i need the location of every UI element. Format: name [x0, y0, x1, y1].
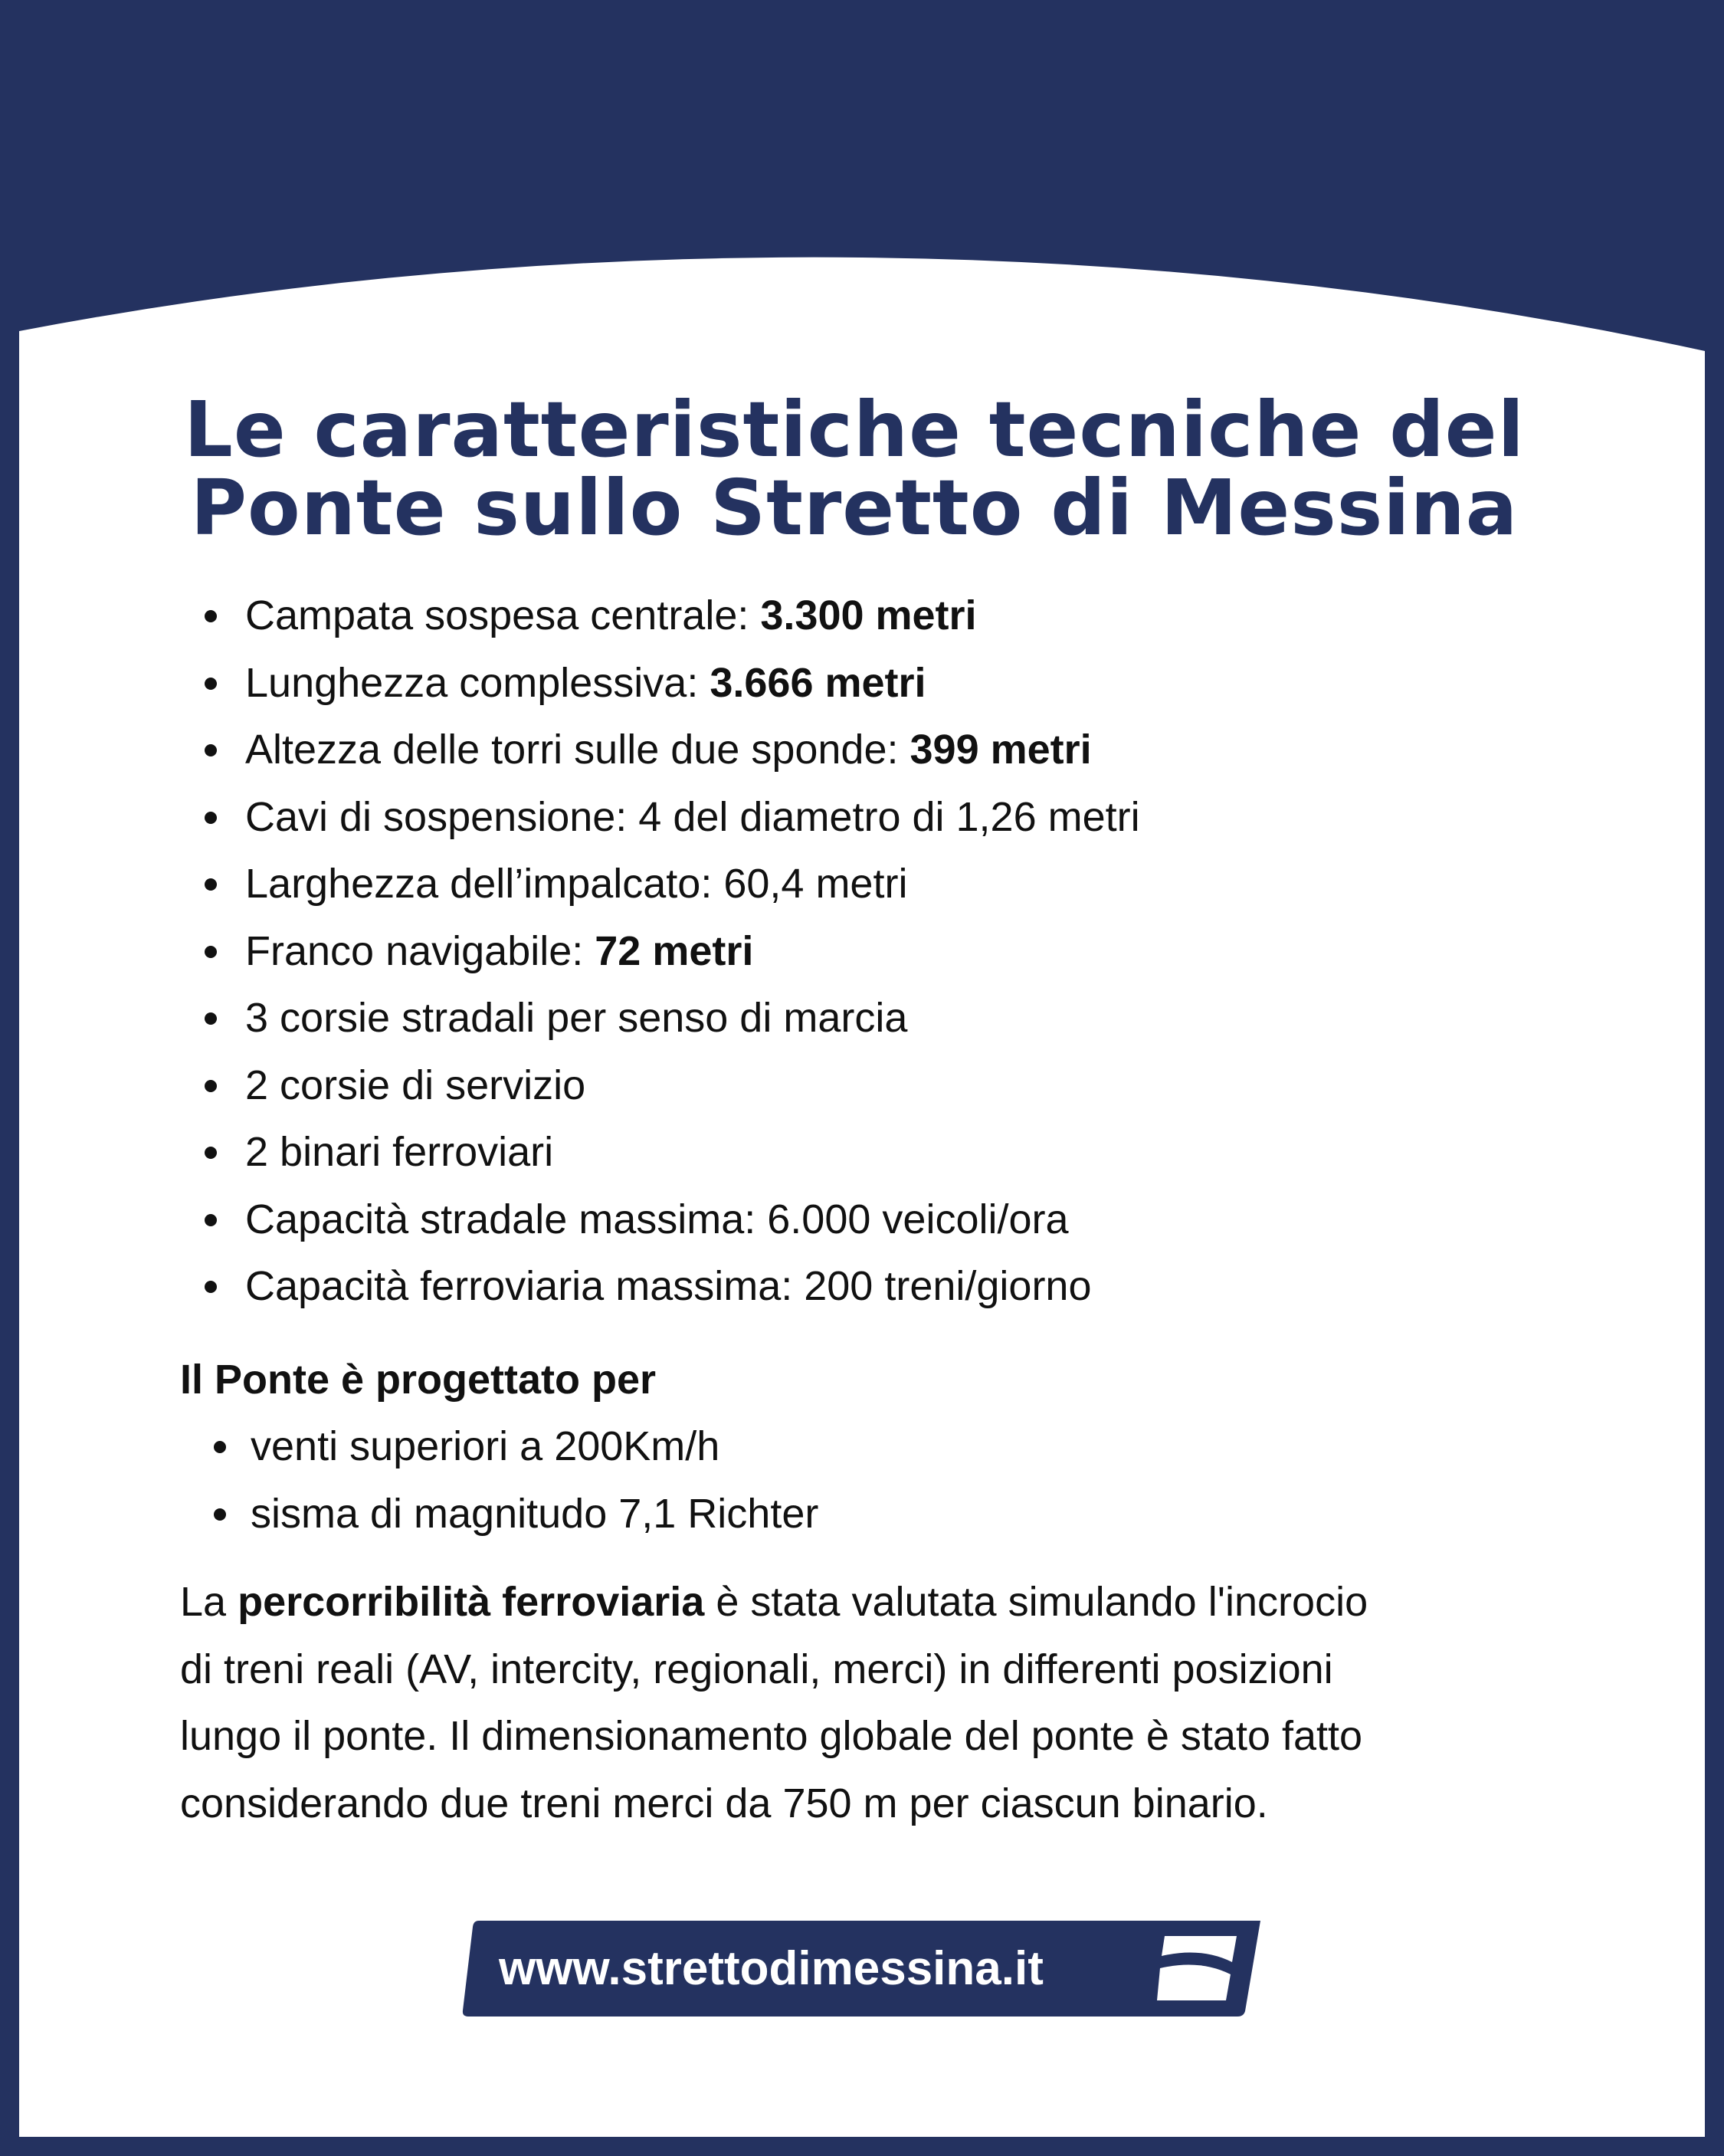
spec-label: 2 binari ferroviari	[245, 1129, 554, 1175]
spec-value: 3.300 metri	[760, 592, 977, 638]
bullet-icon	[205, 678, 217, 690]
spec-label: Cavi di sospensione: 4 del diametro di 1,26 metri	[245, 793, 1140, 840]
spec-label: 3 corsie stradali per senso di marcia	[245, 995, 908, 1041]
design-item	[180, 1413, 1559, 1481]
bridge-logo-icon	[1155, 1933, 1240, 2003]
spec-label: Campata sospesa centrale:	[245, 592, 761, 638]
paragraph-emphasis: percorribilità ferroviaria	[238, 1579, 705, 1625]
spec-item	[180, 851, 1559, 918]
spec-label: Franco navigabile:	[245, 927, 595, 974]
spec-value: 3.666 metri	[710, 659, 926, 706]
bullet-icon	[205, 878, 217, 891]
bullet-icon	[214, 1508, 226, 1521]
page-title	[165, 385, 1544, 553]
paragraph-line-4: considerando due treni merci da 750 m per ciascun binario.	[180, 1780, 1268, 1826]
design-item-text: sisma di magnitudo 7,1 Richter	[251, 1490, 819, 1537]
title-line-1: Le caratteristiche tecniche del	[184, 385, 1525, 474]
bullet-icon	[205, 1147, 217, 1159]
spec-item	[180, 650, 1559, 717]
design-list	[180, 1413, 1559, 1547]
spec-label: 2 corsie di servizio	[245, 1062, 586, 1108]
website-url-link[interactable]: www.strettodimessina.it	[499, 1942, 1044, 1995]
bullet-icon	[205, 812, 217, 824]
spec-label: Capacità stradale massima: 6.000 veicoli/ora	[245, 1196, 1069, 1242]
spec-label: Altezza delle torri sulle due sponde:	[245, 727, 910, 773]
paragraph-text: La	[180, 1579, 238, 1625]
spec-label: Lunghezza complessiva:	[245, 659, 710, 706]
bullet-icon	[205, 1214, 217, 1226]
spec-item	[180, 918, 1559, 986]
specs-list	[180, 582, 1559, 1321]
paragraph-line-1	[180, 1579, 1368, 1625]
design-item	[180, 1481, 1559, 1548]
bullet-icon	[205, 610, 217, 622]
design-heading: Il Ponte è progettato per	[180, 1356, 657, 1403]
spec-item	[180, 985, 1559, 1052]
paragraph-line-3: lungo il ponte. Il dimensionamento globale del ponte è stato fatto	[180, 1713, 1363, 1759]
paragraph-text: è stata valutata simulando l'incrocio	[704, 1579, 1368, 1625]
main-content	[180, 385, 1559, 1837]
spec-item	[180, 1119, 1559, 1186]
spec-item	[180, 717, 1559, 784]
title-line-2: Ponte sullo Stretto di Messina	[190, 463, 1519, 553]
paragraph-line-2: di treni reali (AV, intercity, regionali, merci) in differenti posizioni	[180, 1646, 1333, 1692]
website-badge[interactable]	[462, 1921, 1260, 2017]
spec-item	[180, 1253, 1559, 1321]
bullet-icon	[205, 744, 217, 756]
bullet-icon	[205, 1281, 217, 1293]
spec-value: 399 metri	[910, 727, 1092, 773]
railway-paragraph	[180, 1569, 1559, 1837]
spec-item	[180, 784, 1559, 852]
bullet-icon	[214, 1441, 226, 1453]
bullet-icon	[205, 1080, 217, 1092]
design-item-text: venti superiori a 200Km/h	[251, 1423, 720, 1469]
spec-label: Larghezza dell’impalcato: 60,4 metri	[245, 861, 908, 907]
spec-item	[180, 582, 1559, 650]
spec-item	[180, 1186, 1559, 1254]
spec-value: 72 metri	[595, 927, 754, 974]
bullet-icon	[205, 1012, 217, 1025]
bullet-icon	[205, 946, 217, 958]
spec-item	[180, 1052, 1559, 1120]
spec-label: Capacità ferroviaria massima: 200 treni/giorno	[245, 1263, 1092, 1309]
